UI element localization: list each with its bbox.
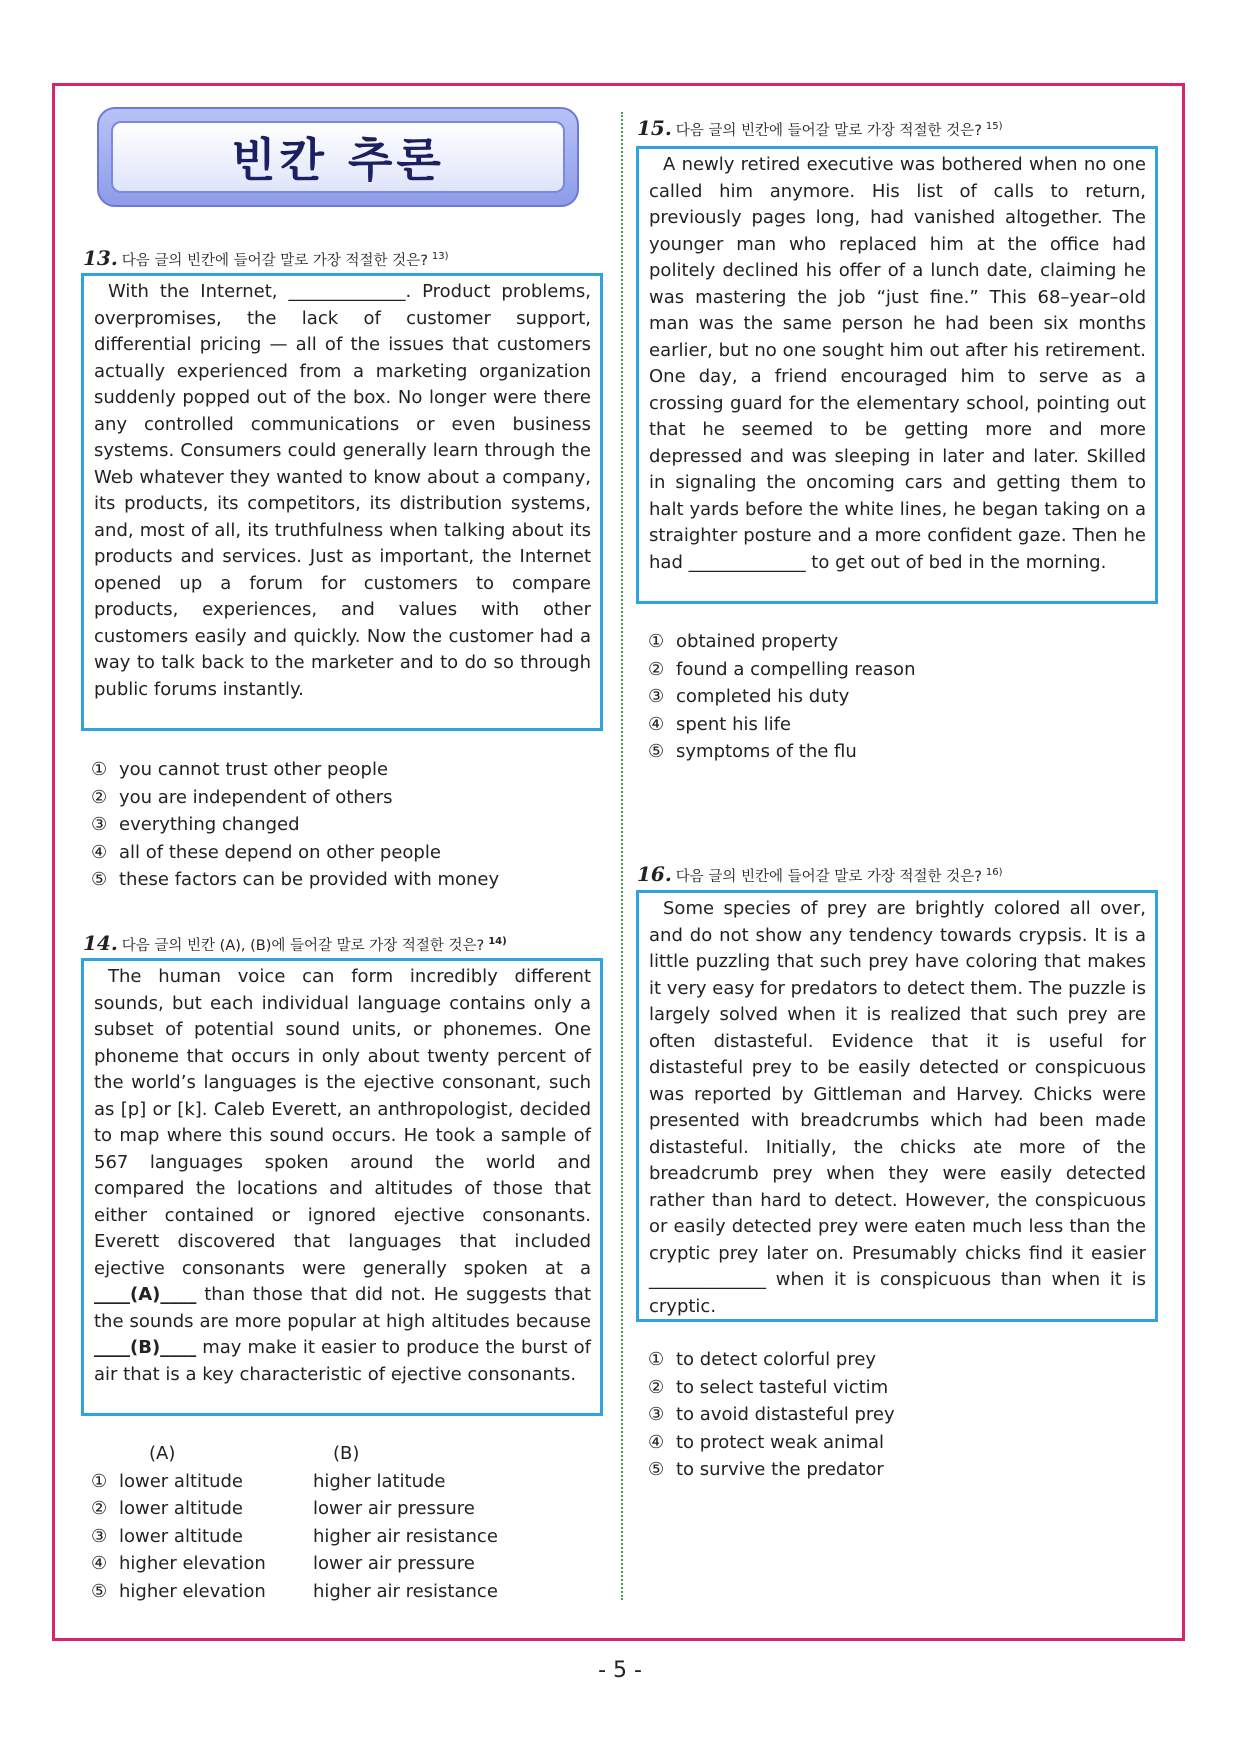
choice-3[interactable]: ③ to avoid distasteful prey xyxy=(648,1404,895,1425)
choice-5[interactable]: ⑤ to survive the predator xyxy=(648,1459,884,1480)
question-13-choices xyxy=(91,756,499,894)
question-prompt: 다음 글의 빈칸에 들어갈 말로 가장 적절한 것은? xyxy=(675,869,982,885)
question-number: 13. xyxy=(83,246,118,270)
question-number: 16. xyxy=(637,862,672,886)
column-divider xyxy=(621,112,623,1600)
choice-2[interactable]: ② found a compelling reason xyxy=(648,658,916,680)
question-16-passage: Some species of prey are brightly colored all over, and do not show any tendency towards crypsis. It is a little puzzling that such prey have coloring that makes it very easy for predators to detect them. The puzzle is largely solved when it is realized that such prey are often distasteful. Evidence that it is useful for distasteful prey to be easily detected or conspicuous was reported by Gittleman and Harvey. Chicks were presented with breadcrumbs which had been made distasteful. Initially, the chicks ate more of the breadcrumb prey when they were easily detected rather than hard to detect. However, the conspicuous or easily detected prey were eaten much less than the cryptic prey later on. Presumably chicks find it easier _____________ when it is conspicuous than when it is cryptic. xyxy=(636,890,1158,1322)
choice-header: (A) (B) xyxy=(149,1443,360,1464)
question-16-choices xyxy=(648,1346,895,1484)
choice-4[interactable]: ④ spent his life xyxy=(648,713,791,735)
question-prompt: 다음 글의 빈칸에 들어갈 말로 가장 적절한 것은? xyxy=(121,253,428,269)
question-15-choices xyxy=(648,628,915,766)
choice-1[interactable]: ① lower altitude higher latitude xyxy=(91,1470,446,1492)
question-14-choices xyxy=(91,1440,498,1605)
choice-1[interactable]: ① to detect colorful prey xyxy=(648,1349,877,1370)
question-prompt: 다음 글의 빈칸 (A), (B)에 들어갈 말로 가장 적절한 것은? xyxy=(121,938,485,954)
question-prompt: 다음 글의 빈칸에 들어갈 말로 가장 적절한 것은? xyxy=(675,123,982,139)
footnote-marker: 13) xyxy=(431,251,449,262)
choice-4[interactable]: ④ all of these depend on other people xyxy=(91,841,441,863)
question-13-header xyxy=(83,246,449,270)
choice-1[interactable]: ① obtained property xyxy=(648,631,839,652)
choice-1[interactable]: ① you cannot trust other people xyxy=(91,759,389,780)
choice-3[interactable]: ③ completed his duty xyxy=(648,686,850,707)
choice-2[interactable]: ② you are independent of others xyxy=(91,786,393,808)
question-16-header xyxy=(637,862,1003,886)
section-title-box xyxy=(97,107,579,207)
question-14-passage: The human voice can form incredibly different sounds, but each individual language contains only a subset of potential sound units, or phonemes. One phoneme that occurs in only about twenty percent of the world’s languages is the ejective consonant, such as [p] or [k]. Caleb Everett, an anthropologist, decided to map where this sound occurs. He took a sample of 567 languages spoken around the world and compared the locations and altitudes of those that either contained or ignored ejective consonants. Everett discovered that languages that included ejective consonants were generally spoken at a ____(A)____ than those that did not. He suggests that the sounds are more popular at high altitudes because ____(B)____ may make it easier to produce the burst of air that is a key characteristic of ejective consonants. xyxy=(81,958,603,1416)
choice-5[interactable]: ⑤ higher elevation higher air resistance xyxy=(91,1580,498,1602)
choice-3[interactable]: ③ lower altitude higher air resistance xyxy=(91,1525,498,1547)
page-number: - 5 - xyxy=(598,1658,642,1683)
choice-2[interactable]: ② to select tasteful victim xyxy=(648,1376,889,1398)
section-title: 빈칸 추론 xyxy=(111,121,565,193)
footnote-marker: 16) xyxy=(985,867,1003,878)
choice-4[interactable]: ④ higher elevation lower air pressure xyxy=(91,1553,475,1574)
choice-5[interactable]: ⑤ these factors can be provided with money xyxy=(91,869,500,890)
blank-b: ____(B)____ xyxy=(94,1337,197,1358)
question-15-passage: A newly retired executive was bothered when no one called him anymore. His list of calls to return, previously pages long, had vanished altogether. The younger man who replaced him at the office had politely declined his offer of a lunch date, claiming he was mastering the job “just fine.” This 68–year–old man was the same person he had been six months earlier, but no one sought him out after his retirement. One day, a friend encouraged him to serve as a crossing guard for the elementary school, pointing out that he seemed to be getting more and more depressed and was sleeping in later and later. Skilled in signaling the oncoming cars and getting them to halt yards before the white lines, he began taking on a straighter posture and a more confident gaze. Then he had _____________ to get out of bed in the morning. xyxy=(636,146,1158,604)
footnote-marker: 14) xyxy=(488,936,507,947)
choice-5[interactable]: ⑤ symptoms of the flu xyxy=(648,741,857,762)
footnote-marker: 15) xyxy=(985,121,1003,132)
choice-3[interactable]: ③ everything changed xyxy=(91,814,300,835)
question-14-header xyxy=(83,931,507,955)
question-15-header xyxy=(637,116,1003,140)
question-13-passage: With the Internet, _____________. Product problems, overpromises, the lack of customer support, differential pricing — all of the issues that customers actually experienced from a marketing organization suddenly popped out of the box. No longer were there any controlled communications or even business systems. Consumers could generally learn through the Web whatever they wanted to know about a company, its products, its competitors, its distribution systems, and, most of all, its truthfulness when talking about its products and services. Just as important, the Internet opened up a forum for customers to compare products, experiences, and values with other customers easily and quickly. Now the customer had a way to talk back to the marketer and to do so through public forums instantly. xyxy=(81,273,603,731)
choice-4[interactable]: ④ to protect weak animal xyxy=(648,1431,885,1453)
question-number: 15. xyxy=(637,116,672,140)
choice-2[interactable]: ② lower altitude lower air pressure xyxy=(91,1498,475,1519)
question-number: 14. xyxy=(83,931,118,955)
blank-a: ____(A)____ xyxy=(94,1284,197,1305)
